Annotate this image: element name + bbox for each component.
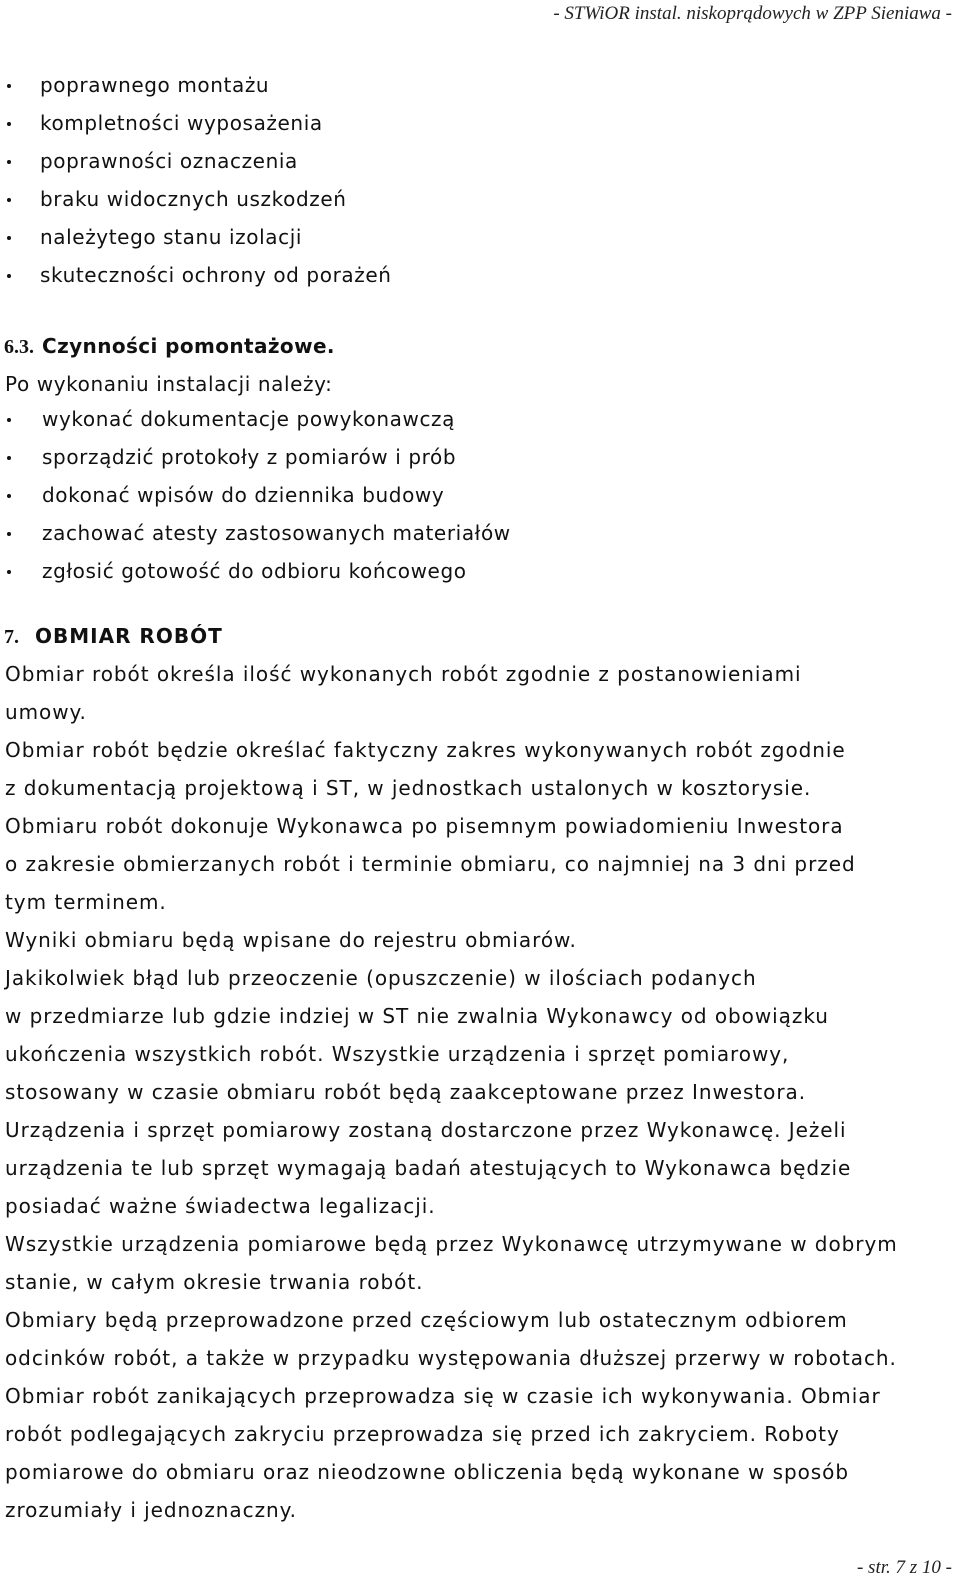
bullet-icon [7, 532, 11, 536]
body-text-line: Urządzenia i sprzęt pomiarowy zostaną dostarczone przez Wykonawcę. Jeżeli [5, 1118, 847, 1142]
section-6-3-title: Czynności pomontażowe. [42, 334, 335, 358]
body-text-line: Obmiar robót określa ilość wykonanych robót zgodnie z postanowieniami [5, 662, 802, 686]
body-text-line: o zakresie obmierzanych robót i terminie obmiaru, co najmniej na 3 dni przed [5, 852, 856, 876]
bullet-icon [7, 236, 11, 240]
section-7-heading [4, 617, 223, 657]
body-text-line: stosowany w czasie obmiaru robót będą zaakceptowane przez Inwestora. [5, 1080, 807, 1104]
list-item-text: dokonać wpisów do dziennika budowy [42, 483, 445, 507]
body-text-line: Obmiaru robót dokonuje Wykonawca po pisemnym powiadomieniu Inwestora [5, 814, 844, 838]
body-text-line: Obmiary będą przeprowadzone przed częściowym lub ostatecznym odbiorem [5, 1308, 848, 1332]
running-header: - STWiOR instal. niskoprądowych w ZPP Sieniawa - [553, 3, 952, 24]
bullet-icon [7, 274, 11, 278]
section-6-3-number: 6.3. [4, 336, 34, 358]
body-text-line: robót podlegających zakryciu przeprowadza się przed ich zakryciem. Roboty [5, 1422, 840, 1446]
bullet-icon [7, 456, 11, 460]
body-text-line: w przedmiarze lub gdzie indziej w ST nie zwalnia Wykonawcy od obowiązku [5, 1004, 829, 1028]
list-item-text: poprawności oznaczenia [40, 149, 298, 173]
body-text-line: Obmiar robót zanikających przeprowadza się w czasie ich wykonywania. Obmiar [5, 1384, 881, 1408]
bullet-icon [7, 198, 11, 202]
list-item-text: sporządzić protokoły z pomiarów i prób [42, 445, 457, 469]
list-item-text: zachować atesty zastosowanych materiałów [42, 521, 511, 545]
section-6-3-intro: Po wykonaniu instalacji należy: [5, 372, 333, 396]
body-text-line: zrozumiały i jednoznaczny. [5, 1498, 297, 1522]
body-text-line: stanie, w całym okresie trwania robót. [5, 1270, 424, 1294]
body-text-line: ukończenia wszystkich robót. Wszystkie urządzenia i sprzęt pomiarowy, [5, 1042, 790, 1066]
list-item-text: kompletności wyposażenia [40, 111, 323, 135]
section-7-number: 7. [4, 626, 19, 648]
section-7-body [0, 655, 898, 1529]
body-text-line: urządzenia te lub sprzęt wymagają badań atestujących to Wykonawca będzie [5, 1156, 852, 1180]
bullet-icon [7, 418, 11, 422]
body-text-line: z dokumentacją projektową i ST, w jednostkach ustalonych w kosztorysie. [5, 776, 812, 800]
section-7-title: OBMIAR ROBÓT [35, 624, 223, 648]
bullet-icon [7, 160, 11, 164]
bullet-icon [7, 84, 11, 88]
body-text-line: Wszystkie urządzenia pomiarowe będą przez Wykonawcę utrzymywane w dobrym [5, 1232, 898, 1256]
body-text-line: Wyniki obmiaru będą wpisane do rejestru obmiarów. [5, 928, 577, 952]
body-text-line: Jakikolwiek błąd lub przeoczenie (opuszczenie) w ilościach podanych [5, 966, 757, 990]
body-text-line: pomiarowe do obmiaru oraz nieodzowne obliczenia będą wykonane w sposób [5, 1460, 849, 1484]
body-text-line: umowy. [5, 700, 87, 724]
list-item-text: braku widocznych uszkodzeń [40, 187, 347, 211]
body-text-line: Obmiar robót będzie określać faktyczny zakres wykonywanych robót zgodnie [5, 738, 846, 762]
list-item-text: należytego stanu izolacji [40, 225, 303, 249]
section-6-3-heading [4, 327, 335, 367]
list-item-text: poprawnego montażu [40, 73, 270, 97]
body-text-line: odcinków robót, a także w przypadku występowania dłuższej przerwy w robotach. [5, 1346, 897, 1370]
list-item-text: skuteczności ochrony od porażeń [40, 263, 392, 287]
list-item-text: wykonać dokumentacje powykonawczą [42, 407, 456, 431]
bullet-icon [7, 494, 11, 498]
bullet-icon [7, 122, 11, 126]
list-item-text: zgłosić gotowość do odbioru końcowego [42, 559, 467, 583]
body-text-line: posiadać ważne świadectwa legalizacji. [5, 1194, 436, 1218]
body-text-line: tym terminem. [5, 890, 167, 914]
bullet-icon [7, 570, 11, 574]
page-number-footer: - str. 7 z 10 - [856, 1557, 952, 1578]
